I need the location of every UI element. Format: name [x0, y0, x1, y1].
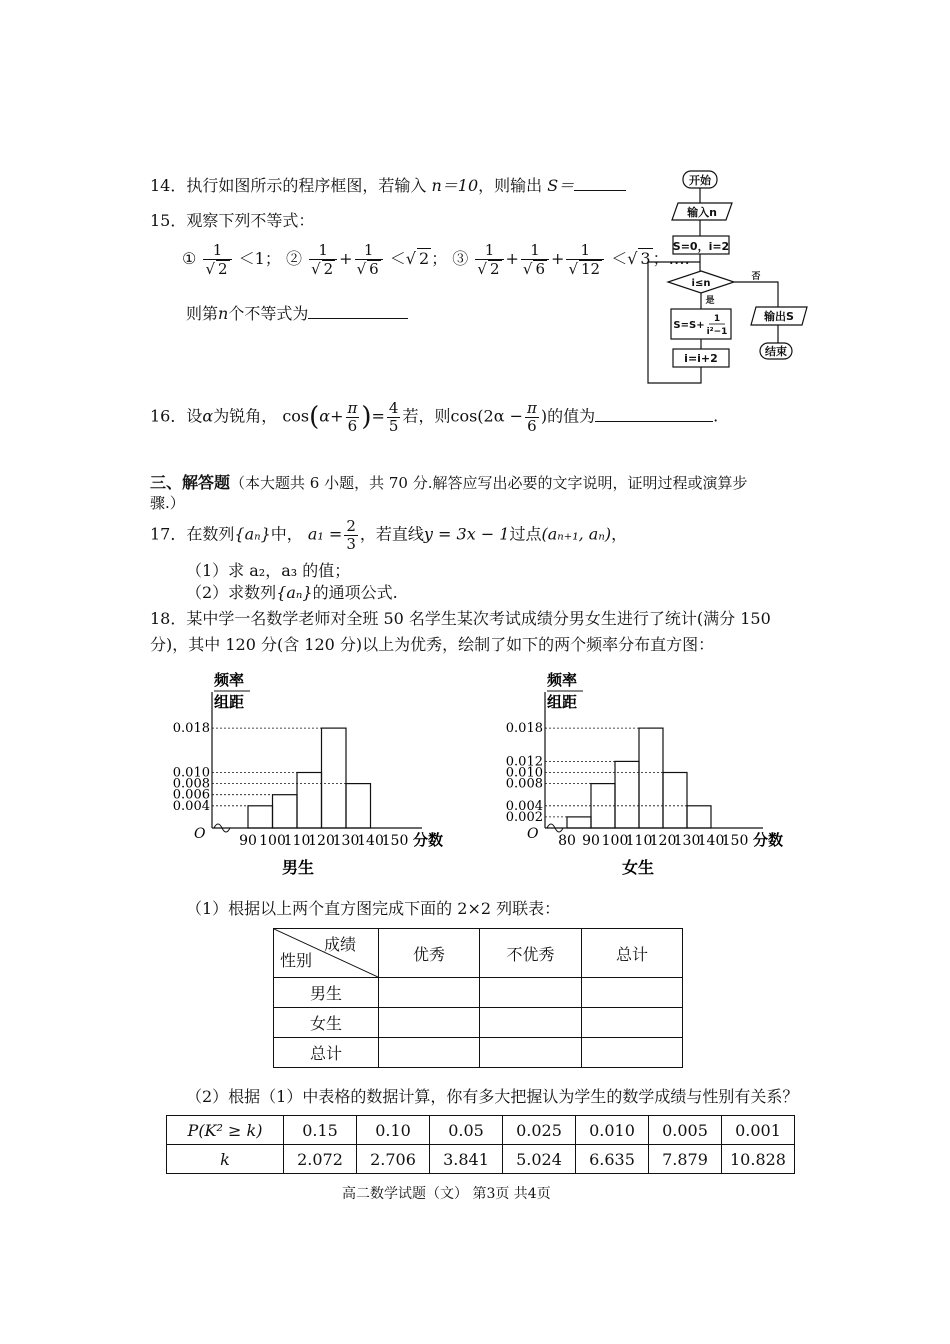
y-tick-label: 0.012 — [505, 754, 543, 770]
histogram-bar — [297, 773, 322, 829]
histogram-bar — [615, 761, 639, 828]
lt: ＜ — [389, 249, 406, 268]
histogram-male — [160, 668, 460, 878]
q15-intro — [150, 208, 314, 231]
k-value: 2.706 — [357, 1145, 430, 1174]
sep: ； — [431, 249, 448, 268]
q15-answer-blank — [308, 318, 408, 319]
q16-answer-blank — [595, 421, 713, 422]
ellipsis: …. — [668, 249, 690, 268]
row-male: 男生 — [274, 978, 379, 1008]
q16-cos: cos — [282, 406, 310, 426]
y-tick-label: 0.004 — [505, 798, 543, 814]
row-female: 女生 — [274, 1008, 379, 1038]
q16-text2: 为锐角， — [213, 406, 278, 426]
p-value: 0.05 — [430, 1116, 503, 1145]
plus: + — [339, 249, 353, 268]
histogram-bar — [687, 806, 711, 828]
q18-line2: 分)，其中 120 分(含 120 分)以上为优秀，绘制了如下的两个频率分布直方图： — [150, 635, 715, 654]
q16-frac-pi6b: $\frac{\pi}{6}$ — [527, 399, 537, 435]
q17-text5: ， — [611, 524, 628, 544]
cell[interactable] — [480, 1038, 582, 1068]
cell[interactable] — [379, 1038, 480, 1068]
section3-title: 三、解答题 — [150, 473, 231, 492]
q17-seq: {aₙ} — [234, 524, 271, 544]
section3-line1 — [150, 470, 748, 493]
p-value: 0.10 — [357, 1116, 430, 1145]
col-excellent: 优秀 — [379, 929, 480, 978]
histogram-bar — [346, 784, 371, 828]
sep: ； — [652, 249, 669, 268]
table-row — [274, 978, 683, 1008]
flow-output: 输出S — [764, 310, 794, 323]
histogram-bar — [567, 817, 591, 828]
p-value: 0.010 — [576, 1116, 649, 1145]
q14-s: S＝ — [547, 176, 575, 195]
q17-p2-after: 的通项公式. — [312, 583, 398, 602]
circle-2: ② — [285, 249, 302, 268]
histogram-bar — [639, 728, 663, 828]
p-value: 0.15 — [284, 1116, 357, 1145]
k-value: 6.635 — [576, 1145, 649, 1174]
y-tick-label: 0.018 — [172, 721, 210, 737]
x-tick-label: 90 — [582, 833, 600, 849]
q17-part2 — [186, 580, 398, 603]
q16-number: 16． — [150, 406, 187, 426]
frac-1-sqrt2b: $\frac{1}{√ 2}$ — [309, 242, 337, 277]
q16-expr: cos(2α − — [450, 406, 524, 426]
q16-frac-pi6: $\frac{\pi}{6}$ — [347, 399, 358, 435]
cell[interactable] — [480, 1008, 582, 1038]
x-axis-label: 分数 — [413, 831, 444, 849]
table-row — [167, 1145, 795, 1174]
x-tick-label: 130 — [673, 833, 701, 849]
k-value: 2.072 — [284, 1145, 357, 1174]
section3-line2 — [150, 492, 185, 513]
q17-text1: 在数列 — [186, 524, 235, 544]
histogram-bar — [322, 728, 347, 828]
row-total: 总计 — [274, 1038, 379, 1068]
frac-1-sqrt2: $\frac{1}{√ 2}$ — [203, 242, 231, 277]
origin-label: O — [527, 826, 539, 842]
section3-desc: （本大题共 6 小题，共 70 分.解答应写出必要的文字说明，证明过程或演算步 — [230, 474, 748, 492]
q15-inequalities: ① $\frac{1}{√ 2}$ ＜1； ② $\frac{1}{√ 2}$ + $\frac{1}{√ 6}$ ＜√ 2 ； ③ $\frac{1}{√ 2}$ + $\frac{1}{√ 6}$ + $\frac{1}{√ 12}$ ＜√ 3 ；…. — [182, 241, 690, 278]
q17-p2-before: （2）求数列 — [186, 583, 277, 602]
flow-yes: 是 — [705, 296, 715, 306]
contingency-table — [273, 928, 683, 1068]
q18-part1: （1）根据以上两个直方图完成下面的 2×2 列联表： — [186, 899, 561, 918]
x-tick-label: 140 — [357, 833, 384, 849]
q16-text1: 设 — [186, 406, 203, 426]
table-row — [274, 1008, 683, 1038]
histogram-title: 女生 — [621, 858, 655, 877]
k-value: 3.841 — [430, 1145, 503, 1174]
flow-no: 否 — [751, 272, 761, 282]
y-tick-label: 0.006 — [172, 787, 210, 803]
p-value: 0.005 — [649, 1116, 722, 1145]
q17-seq2: {aₙ} — [276, 583, 313, 602]
q17-point: (aₙ₊₁, aₙ) — [541, 524, 612, 544]
q17-line: y = 3x − 1 — [423, 524, 510, 544]
p-label: P(K² ≥ k) — [167, 1116, 284, 1145]
k-value: 10.828 — [722, 1145, 795, 1174]
q17 — [150, 518, 627, 552]
x-tick-label: 100 — [601, 833, 629, 849]
x-tick-label: 140 — [697, 833, 725, 849]
page-footer: 高二数学试题（文） 第3页 共4页 — [342, 1186, 551, 1202]
flow-frac-den: i²−1 — [706, 327, 728, 337]
q14-number: 14． — [150, 176, 187, 195]
flow-input: 输入n — [687, 206, 717, 219]
y-tick-label: 0.010 — [172, 765, 210, 781]
x-axis-label: 分数 — [753, 831, 784, 849]
plus: + — [505, 249, 519, 268]
q14 — [150, 173, 626, 196]
header-score: 成绩 — [323, 935, 356, 954]
q18-line1: 18．某中学一名数学老师对全班 50 名学生某次考试成绩分男女生进行了统计(满分 150 — [150, 609, 771, 628]
ylabel-bottom: 组距 — [214, 693, 245, 711]
cell[interactable] — [582, 978, 683, 1008]
x-tick-label: 150 — [381, 833, 409, 849]
table-row — [167, 1116, 795, 1145]
section3-desc2: 骤.） — [150, 494, 185, 512]
histogram-bar — [663, 773, 687, 829]
k-value: 7.879 — [649, 1145, 722, 1174]
flow-start: 开始 — [689, 174, 711, 187]
frac-1-sqrt6: $\frac{1}{√ 6}$ — [355, 242, 383, 277]
flow-frac-num: 1 — [713, 314, 721, 324]
cell[interactable] — [379, 978, 480, 1008]
histogram-title: 男生 — [281, 858, 315, 877]
y-tick-label: 0.008 — [505, 776, 543, 792]
q17-part1: （1）求 a₂，a₃ 的值； — [186, 561, 351, 580]
circle-3: ③ — [452, 249, 469, 268]
q16-alpha: α — [202, 406, 214, 426]
flow-end: 结束 — [765, 345, 787, 358]
q16-frac-45: $\frac{4}{5}$ — [388, 399, 399, 435]
q17-text4: 过点 — [509, 524, 542, 544]
histogram-bar — [248, 806, 273, 828]
q16-alpha2: α — [319, 406, 331, 426]
q16-dot: . — [713, 406, 719, 426]
q16: 16．设α为锐角， cos(α+ $\frac{\pi}{6}$ )= $\frac{4}{5}$ 若，则cos(2α − $\frac{\pi}{6}$ )的值为 . — [150, 399, 719, 435]
x-tick-label: 100 — [259, 833, 286, 849]
plus: + — [551, 249, 565, 268]
y-tick-label: 0.008 — [172, 776, 210, 792]
p-value: 0.001 — [722, 1116, 795, 1145]
q14-n: n＝10 — [431, 176, 479, 195]
y-tick-label: 0.002 — [505, 809, 543, 825]
q17-frac: $\frac{2}{3}$ — [346, 517, 356, 553]
lt: ＜ — [238, 249, 255, 268]
x-tick-label: 130 — [332, 833, 360, 849]
sqrt3: 3 — [640, 249, 651, 268]
flow-init: S=0，i=2 — [672, 240, 730, 253]
x-tick-label: 120 — [308, 833, 335, 849]
conclusion-before: 则第 — [186, 304, 219, 323]
header-gender: 性别 — [280, 951, 313, 970]
table-row — [274, 1038, 683, 1068]
p-value: 0.025 — [503, 1116, 576, 1145]
x-tick-label: 110 — [625, 833, 653, 849]
table-diagonal-header — [274, 929, 379, 978]
table-row — [274, 929, 683, 978]
q15-conclusion — [186, 301, 408, 324]
k-label: k — [167, 1145, 284, 1174]
q14-text-before: 执行如图所示的程序框图，若输入 — [186, 176, 427, 195]
cell[interactable] — [582, 1008, 683, 1038]
flowchart — [640, 165, 820, 387]
cell[interactable] — [582, 1038, 683, 1068]
q17-a1: a₁ = — [307, 524, 343, 544]
q16-text4: )的值为 — [540, 406, 596, 426]
q15-number: 15． — [150, 211, 187, 230]
flow-inc: i=i+2 — [684, 352, 718, 365]
q18-part2: （2）根据（1）中表格的数据计算，你有多大把握认为学生的数学成绩与性别有关系？ — [186, 1087, 799, 1106]
q17-text3: ，若直线 — [359, 524, 424, 544]
k-squared-table — [166, 1115, 795, 1174]
frac-1-sqrt2c: $\frac{1}{√ 2}$ — [475, 242, 503, 277]
ylabel-bottom: 组距 — [547, 693, 578, 711]
x-tick-label: 80 — [558, 833, 576, 849]
sep: ； — [264, 249, 281, 268]
one: 1 — [254, 249, 265, 268]
flow-cond: i≤n — [691, 278, 711, 289]
y-tick-label: 0.018 — [505, 721, 543, 737]
col-total: 总计 — [582, 929, 683, 978]
flow-update-s: S=S+ — [673, 320, 705, 331]
origin-label: O — [194, 826, 206, 842]
y-tick-label: 0.004 — [172, 798, 210, 814]
ylabel-top: 频率 — [214, 671, 245, 689]
circle-1: ① — [182, 249, 197, 268]
q16-text3: 若，则 — [402, 406, 451, 426]
k-value: 5.024 — [503, 1145, 576, 1174]
x-tick-label: 150 — [721, 833, 749, 849]
cell[interactable] — [480, 978, 582, 1008]
histogram-female — [493, 668, 803, 878]
col-not-excellent: 不优秀 — [480, 929, 582, 978]
frac-1-sqrt12: $\frac{1}{√ 12}$ — [566, 242, 604, 277]
x-tick-label: 110 — [283, 833, 311, 849]
histogram-bar — [273, 795, 298, 828]
q15-intro-text: 观察下列不等式： — [186, 211, 315, 230]
x-tick-label: 120 — [649, 833, 677, 849]
conclusion-n: n — [218, 304, 229, 323]
ylabel-top: 频率 — [547, 671, 578, 689]
q17-number: 17． — [150, 524, 187, 544]
lt: ＜ — [611, 249, 628, 268]
conclusion-after: 个不等式为 — [228, 304, 309, 323]
frac-1-sqrt6b: $\frac{1}{√ 6}$ — [521, 242, 549, 277]
sqrt2: 2 — [419, 249, 430, 268]
q14-text-mid: ，则输出 — [478, 176, 543, 195]
y-tick-label: 0.010 — [505, 765, 543, 781]
cell[interactable] — [379, 1008, 480, 1038]
x-tick-label: 90 — [239, 833, 257, 849]
q17-text2: 中， — [270, 524, 303, 544]
q14-answer-blank — [574, 190, 626, 191]
